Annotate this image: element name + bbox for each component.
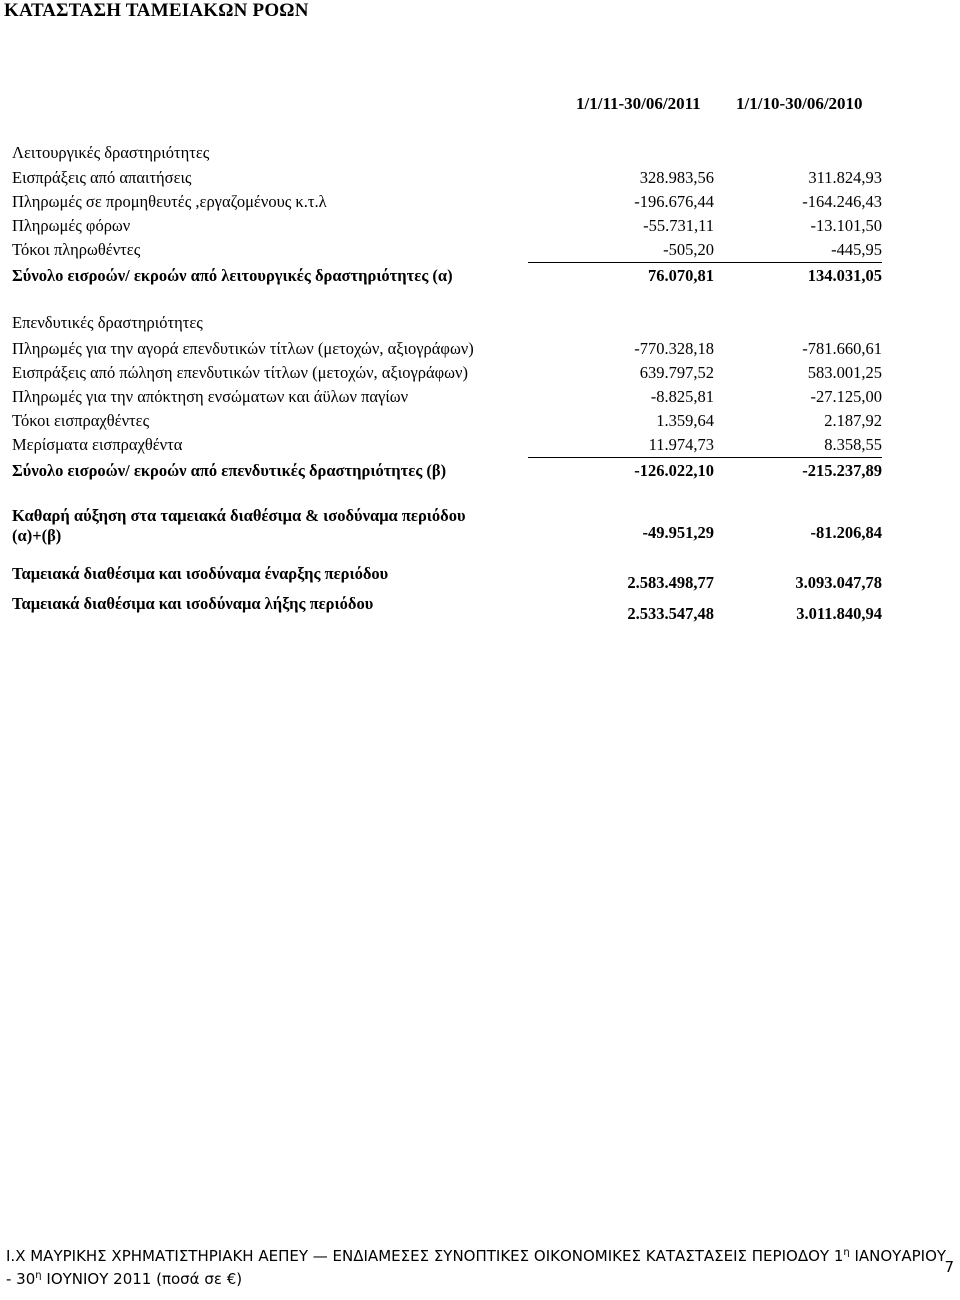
row-label: Μερίσματα εισπραχθέντα <box>12 435 183 454</box>
table-row <box>12 240 882 264</box>
table-row <box>12 192 882 216</box>
row-label: Εισπράξεις από απαιτήσεις <box>12 168 192 187</box>
row-label: Σύνολο εισροών/ εκροών από επενδυτικές δραστηριότητες (β) <box>12 461 447 480</box>
row-value-2010: -445,95 <box>831 240 882 259</box>
row-value-2011: 2.583.498,77 <box>627 573 714 592</box>
row-value-2010: -27.125,00 <box>810 387 882 406</box>
row-label: Εισπράξεις από πώληση επενδυτικών τίτλων (μετοχών, αξιογράφων) <box>12 363 468 382</box>
subtotal-rule <box>528 262 882 263</box>
row-value-2010: -81.206,84 <box>810 523 882 542</box>
row-label: Πληρωμές για την απόκτηση ενσώματων και άϋλων παγίων <box>12 387 409 406</box>
row-value-2010: 3.011.840,94 <box>796 604 882 623</box>
row-value-2011: -196.676,44 <box>634 192 714 211</box>
table-row <box>12 363 882 387</box>
row-value-2011: -126.022,10 <box>634 461 714 480</box>
row-value-2010: 134.031,05 <box>807 266 882 285</box>
column-header-2010: 1/1/10-30/06/2010 <box>736 94 863 113</box>
footer-line-2 <box>6 1270 242 1288</box>
footer-line-1 <box>6 1247 946 1265</box>
row-value-2010: 8.358,55 <box>824 435 882 454</box>
row-value-2011: -8.825,81 <box>650 387 714 406</box>
opening-label: Ταμειακά διαθέσιμα και ισοδύναμα έναρξης περιόδου <box>12 564 389 583</box>
footer-line-1-text-end: ΙΑΝΟΥΑΡΙΟΥ <box>849 1247 947 1265</box>
row-label: Τόκοι πληρωθέντες <box>12 240 141 259</box>
row-value-2011: 639.797,52 <box>639 363 714 382</box>
table-row <box>12 168 882 192</box>
row-value-2010: 311.824,93 <box>808 168 882 187</box>
page-title: ΚΑΤΑΣΤΑΣΗ ΤΑΜΕΙΑΚΩΝ ΡΟΩΝ <box>4 0 309 21</box>
row-value-2011: -55.731,11 <box>643 216 714 235</box>
closing-row <box>12 604 882 628</box>
row-value-2011: 2.533.547,48 <box>627 604 714 623</box>
investing-heading: Επενδυτικές δραστηριότητες <box>12 313 203 332</box>
row-label: Πληρωμές για την αγορά επενδυτικών τίτλων (μετοχών, αξιογράφων) <box>12 339 474 358</box>
investing-total-row <box>12 461 882 485</box>
table-row <box>12 387 882 411</box>
row-value-2011: 1.359,64 <box>656 411 714 430</box>
footer-line-2-text: - 30 <box>6 1270 36 1288</box>
footer-line-1-text: Ι.Χ ΜΑΥΡΙΚΗΣ ΧΡΗΜΑΤΙΣΤΗΡΙΑΚΗ ΑΕΠΕΥ — ΕΝΔΙΑΜΕΣΕΣ ΣΥΝΟΠΤΙΚΕΣ ΟΙΚΟΝΟΜΙΚΕΣ ΚΑΤΑΣΤΑΣΕΙΣ ΠΕΡΙΟΔΟΥ 1 <box>6 1247 844 1265</box>
footer-line-1-superscript: η <box>843 1247 850 1258</box>
row-value-2011: -505,20 <box>663 240 714 259</box>
row-value-2011: 328.983,56 <box>639 168 714 187</box>
row-label: Τόκοι εισπραχθέντες <box>12 411 150 430</box>
page-number: 7 <box>944 1258 954 1276</box>
net-increase-row <box>12 523 882 547</box>
net-increase-label-line2: (α)+(β) <box>12 526 62 545</box>
closing-label: Ταμειακά διαθέσιμα και ισοδύναμα λήξης περιόδου <box>12 594 374 613</box>
subtotal-rule <box>528 457 882 458</box>
row-value-2010: -164.246,43 <box>802 192 882 211</box>
row-value-2010: 583.001,25 <box>807 363 882 382</box>
row-value-2010: -781.660,61 <box>802 339 882 358</box>
row-value-2011: -49.951,29 <box>642 523 714 542</box>
row-value-2010: -215.237,89 <box>802 461 882 480</box>
row-value-2010: 2.187,92 <box>824 411 882 430</box>
table-row <box>12 339 882 363</box>
row-value-2011: -770.328,18 <box>634 339 714 358</box>
net-increase-label-line1: Καθαρή αύξηση στα ταμειακά διαθέσιμα & ισοδύναμα περιόδου <box>12 506 466 525</box>
row-value-2011: 76.070,81 <box>648 266 714 285</box>
row-value-2011: 11.974,73 <box>648 435 714 454</box>
column-header-2011: 1/1/11-30/06/2011 <box>576 94 701 113</box>
table-row <box>12 411 882 435</box>
row-label: Πληρωμές φόρων <box>12 216 131 235</box>
row-value-2010: 3.093.047,78 <box>795 573 882 592</box>
row-value-2010: -13.101,50 <box>810 216 882 235</box>
footer-line-2-superscript: η <box>35 1270 42 1281</box>
row-label: Πληρωμές σε προμηθευτές ,εργαζομένους κ.τ.λ <box>12 192 327 211</box>
table-row <box>12 435 882 459</box>
row-label: Σύνολο εισροών/ εκροών από λειτουργικές δραστηριότητες (α) <box>12 266 453 285</box>
table-row <box>12 216 882 240</box>
operating-heading: Λειτουργικές δραστηριότητες <box>12 143 210 162</box>
footer-line-2-text-end: ΙΟΥΝΙΟΥ 2011 (ποσά σε €) <box>41 1270 243 1288</box>
operating-total-row <box>12 266 882 290</box>
